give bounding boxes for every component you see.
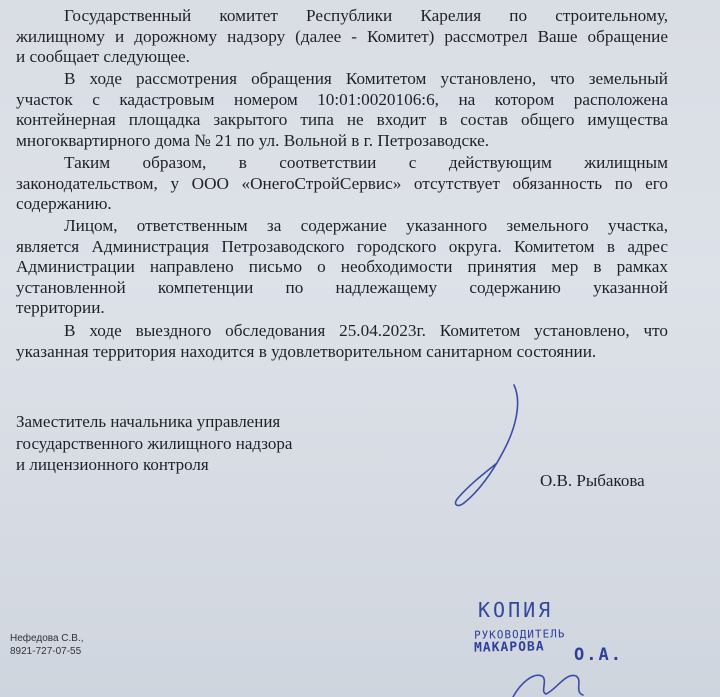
text-line: Администрации направлено письмо о необходимости принятия мер в рамках	[16, 257, 668, 277]
signatory-name: О.В. Рыбакова	[540, 471, 645, 490]
text-line: Таким образом, в соответствии с действующим жилищным	[64, 153, 668, 172]
signatory-title-line: государственного жилищного надзора	[16, 433, 293, 453]
text-line: Государственный комитет Республики Карелия по строительному,	[64, 6, 668, 25]
executor-contact	[10, 632, 84, 658]
text-line: участок с кадастровым номером 10:01:0020106:6, на котором расположена	[16, 89, 668, 109]
stamp-position: РУКОВОДИТЕЛЬ	[473, 627, 566, 642]
signatory-title	[16, 411, 292, 476]
stamp-initials: О.А.	[574, 645, 623, 665]
executor-name: Нефедова С.В.,	[10, 633, 84, 644]
text-line: является Администрация Петрозаводского городского округа. Комитетом в адрес	[16, 236, 668, 256]
text-line: многоквартирного дома № 21 по ул. Вольной в г. Петрозаводске.	[16, 130, 490, 150]
paragraph-inspection	[16, 321, 668, 362]
copy-stamp: КОПИЯ	[478, 598, 554, 622]
signatory-title-line: и лицензионного контроля	[16, 455, 209, 474]
signature-stroke	[513, 675, 583, 697]
paragraph-conclusion	[16, 153, 668, 215]
signature-stroke	[456, 385, 518, 505]
text-line: законодательством, у ООО «ОнегоСтройСервис» отсутствует обязанность по его	[16, 173, 668, 193]
stamp-surname: МАКАРОВА	[473, 639, 545, 656]
text-line: указанная территория находится в удовлетворительном санитарном состоянии.	[16, 341, 597, 361]
text-line: содержанию.	[16, 194, 112, 214]
executor-phone: 8921-727-07-55	[10, 646, 82, 657]
text-line: территории.	[16, 298, 105, 318]
text-line: установленной компетенции по надлежащему содержанию указанной	[16, 277, 668, 297]
text-line: В ходе рассмотрения обращения Комитетом установлено, что земельный	[64, 69, 668, 88]
paragraph-intro	[16, 6, 668, 68]
paragraph-responsibility	[16, 216, 668, 319]
paragraph-finding	[16, 69, 668, 151]
text-line: Лицом, ответственным за содержание указанного земельного участка,	[64, 216, 668, 235]
text-line: жилищному и дорожному надзору (далее - Комитет) рассмотрел Ваше обращение	[16, 26, 668, 46]
text-line: В ходе выездного обследования 25.04.2023г. Комитетом установлено, что	[64, 321, 668, 340]
text-line: и сообщает следующее.	[16, 47, 190, 67]
signatory-title-line: Заместитель начальника управления	[16, 412, 281, 431]
text-line: контейнерная площадка закрытого типа не входит в состав общего имущества	[16, 110, 668, 130]
